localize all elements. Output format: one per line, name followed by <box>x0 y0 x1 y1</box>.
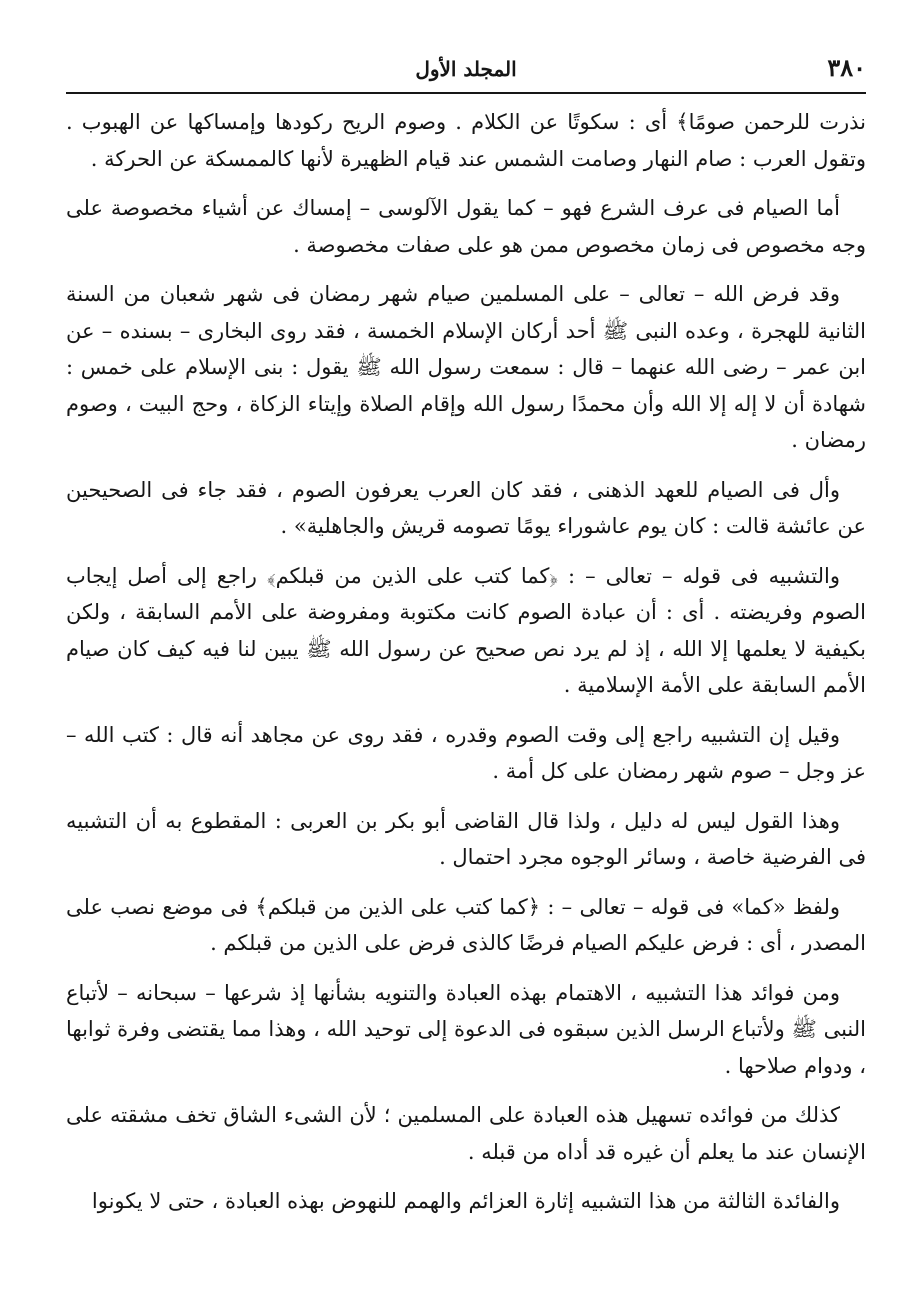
paragraph: وهذا القول ليس له دليل ، ولذا قال القاضى أبو بكر بن العربى : المقطوع به أن التشبيه فى الفرضية خاصة ، وسائر الوجوه مجرد احتمال . <box>66 808 866 869</box>
header-divider <box>66 92 866 94</box>
paragraph: نذرت للرحمن صومًا﴾ أى : سكوتًا عن الكلام . وصوم الريح ركودها وإمساكها عن الهبوب . وتقول العرب : صام النهار وصامت الشمس عند قيام الظهيرة لأنها كالممسكة عن الحركة . <box>66 110 866 171</box>
paragraph: كذلك من فوائده تسهيل هذه العبادة على المسلمين ؛ لأن الشىء الشاق تخف مشقته على الإنسان عند ما يعلم أن غيره قد أداه من قبله . <box>66 1103 866 1164</box>
paragraph: والفائدة الثالثة من هذا التشبيه إثارة العزائم والهمم للنهوض بهذه العبادة ، حتى لا يكونوا <box>91 1189 840 1213</box>
running-title: المجلد الأول <box>415 57 517 81</box>
body-text <box>66 104 866 1233</box>
page-header <box>66 48 866 86</box>
paragraph: وقد فرض الله – تعالى – على المسلمين صيام شهر رمضان فى شهر شعبان من السنة الثانية للهجرة ، وعده النبى ﷺ أحد أركان الإسلام الخمسة ، فقد روى البخارى – بسنده – عن ابن عمر – رضى الله عنهما – قال : سمعت رسول الله ﷺ يقول : بنى الإسلام على خمس : شهادة أن لا إله إلا الله وأن محمدًا رسول الله وإقام الصلاة وإيتاء الزكاة ، وحج البيت ، وصوم رمضان . <box>66 282 866 452</box>
paragraph: وأل فى الصيام للعهد الذهنى ، فقد كان العرب يعرفون الصوم ، فقد جاء فى الصحيحين عن عائشة قالت : كان يوم عاشوراء يومًا تصومه قريش والجاهلية» . <box>66 477 866 538</box>
paragraph: وقيل إن التشبيه راجع إلى وقت الصوم وقدره ، فقد روى عن مجاهد أنه قال : كتب الله – عز وجل – صوم شهر رمضان على كل أمة . <box>66 722 866 783</box>
page-number: ٣٨٠ <box>827 53 866 82</box>
paragraph: أما الصيام فى عرف الشرع فهو – كما يقول الآلوسى – إمساك عن أشياء مخصوصة على وجه مخصوص فى زمان مخصوص ممن هو على صفات مخصوصة . <box>66 196 866 257</box>
paragraph: ولفظ «كما» فى قوله – تعالى – : ﴿كما كتب على الذين من قبلكم﴾ فى موضع نصب على المصدر ، أى : فرض عليكم الصيام فرضًا كالذى فرض على الذين من قبلكم . <box>66 894 866 955</box>
paragraph: والتشبيه فى قوله – تعالى – : ﴿كما كتب على الذين من قبلكم﴾ راجع إلى أصل إيجاب الصوم وفريضته . أى : أن عبادة الصوم كانت مكتوبة ومفروضة على الأمم السابقة ، ولكن بكيفية لا يعلمها إلا الله ، إذ لم يرد نص صحيح عن رسول الله ﷺ يبين لنا فيه كيف كان صيام الأمم السابقة على الأمة الإسلامية . <box>66 563 866 697</box>
paragraph: ومن فوائد هذا التشبيه ، الاهتمام بهذه العبادة والتنويه بشأنها إذ شرعها – سبحانه – لأتباع النبى ﷺ ولأتباع الرسل الذين سبقوه فى الدعوة إلى توحيد الله ، وهذا مما يقتضى وفرة ثوابها ، ودوام صلاحها . <box>66 980 866 1078</box>
